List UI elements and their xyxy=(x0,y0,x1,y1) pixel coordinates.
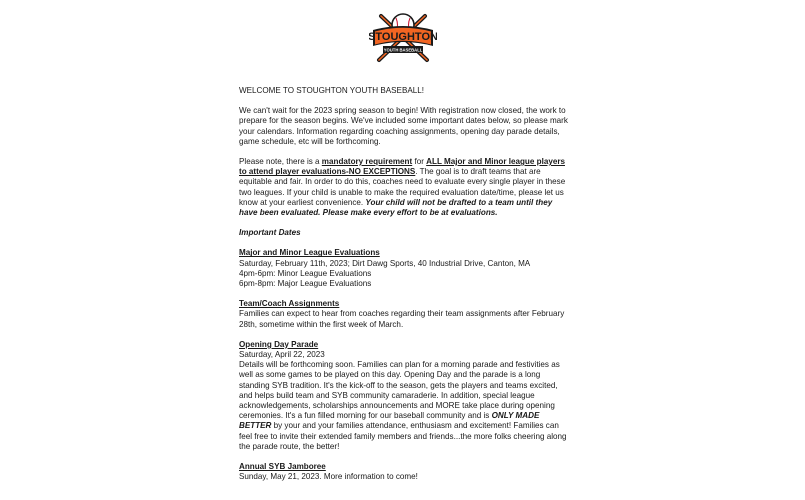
parade-heading: Opening Day Parade xyxy=(239,339,319,349)
evaluation-emphasis-text: Your child will not be drafted to a team until they have been evaluated. Please make every effort to be at evaluations. xyxy=(239,197,553,218)
team-coach-body: Families can expect to hear from coaches regarding their team assignments after February 28th, sometime within the first week of March. xyxy=(239,309,565,329)
minor-evaluations-time: 4pm-6pm: Minor League Evaluations xyxy=(239,268,372,278)
parade-body xyxy=(239,360,569,452)
logo-brand-text: STOUGHTON xyxy=(369,31,437,43)
jamboree-heading: Annual SYB Jamboree xyxy=(239,462,326,472)
evaluations-heading: Major and Minor League Evaluations xyxy=(239,248,380,258)
announcement-body xyxy=(239,86,569,483)
logo-sub-text: YOUTH BASEBALL xyxy=(383,47,423,53)
intro-paragraph: We can't wait for the 2023 spring season to begin! With registration now closed, the work to prepare for the season begins. We've included some important dates below, so please mark your calendars. Information regarding coaching assignments, opening day parade details, game schedule, etc will be forthcoming. xyxy=(239,106,568,146)
parade-body-text-2: by your and your families attendance, enthusiasm and excitement! Families can feel free to invite their extended family members and friends...the more folks cheering along the parade route, the better! xyxy=(239,421,567,451)
stoughton-youth-baseball-logo xyxy=(369,8,437,66)
jamboree-body: Sunday, May 21, 2023. More information to come! xyxy=(239,472,418,482)
note-text-3: . The goal is to draft teams that are equitable and fair. In order to do this, coaches need to evaluate every single player in these two leagues. If your child is unable to make the required evaluation date/time, please let us know at your earliest convenience. xyxy=(239,167,566,207)
logo-emblem xyxy=(369,8,437,66)
mandatory-requirement-text: mandatory requirement xyxy=(321,157,413,167)
parade-body-text-1: Details will be forthcoming soon. Families can plan for a morning parade and festivities as well as some games to be played on this day. Opening Day and the parade is a long standing SYB tradition. It's the kick-off to the season, gets the players and teams excited, and helps build team and SYB community camaraderie. In addition, special league acknowledgements, scholarships announcements and MORE take place during opening ceremonies. It's a fun filled morning for our baseball community and is xyxy=(239,360,560,421)
parade-date: Saturday, April 22, 2023 xyxy=(239,350,325,360)
welcome-heading: WELCOME TO STOUGHTON YOUTH BASEBALL! xyxy=(239,86,425,95)
important-dates-heading: Important Dates xyxy=(239,228,301,238)
note-text-1: Please note, there is a xyxy=(239,157,322,167)
note-text-2: for xyxy=(412,157,427,167)
all-players-text: ALL Major and Minor league players to attend player evaluations-NO EXCEPTIONS xyxy=(239,157,565,177)
major-evaluations-time: 6pm-8pm: Major League Evaluations xyxy=(239,279,372,289)
only-made-better-text: ONLY MADE BETTER xyxy=(239,411,540,431)
team-coach-heading: Team/Coach Assignments xyxy=(239,299,340,309)
evaluations-date: Saturday, February 11th, 2023; Dirt Dawg Sports, 40 Industrial Drive, Canton, MA xyxy=(239,258,531,268)
evaluation-note-paragraph xyxy=(239,157,569,218)
